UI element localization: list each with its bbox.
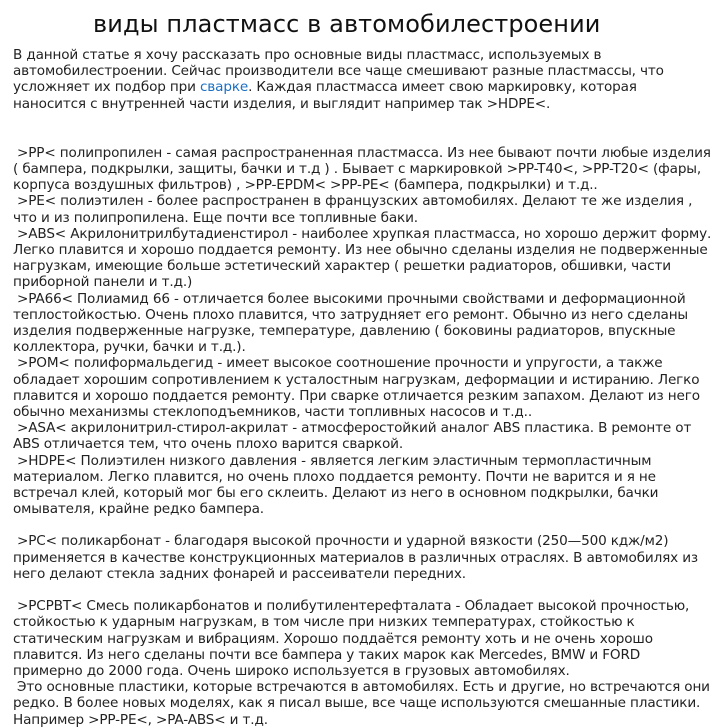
plastic-item-pe: >PE< полиэтилен - более распространен в французских автомобилях. Делают те же изделия , что и из полипропилена. Еще почти все топливные баки. — [13, 193, 693, 226]
welding-link[interactable]: сварке — [199, 79, 249, 96]
intro-paragraph — [13, 47, 713, 112]
plastic-item-pc: >PC< поликарбонат - благодаря высокой прочности и ударной вязкости (250—500 кдж/м2) применяется в качестве конструкционных материалов в различных отраслях. В автомобилях из него делают стекла задних фонарей и рассеиватели передних. — [13, 533, 699, 582]
article-title: виды пластмасс в автомобилестроении — [93, 10, 601, 38]
plastic-item-pcpbt: >PCPBT< Смесь поликарбонатов и полибутилентерефталата - Обладает высокой прочностью, стойкостью к ударным нагрузкам, в том числе при низких температурах, стойкостью к статическим нагрузкам и вибрациям. Хорошо поддаётся ремонту хоть и не очень хорошо плавится. Из него сделаны почти все бампера у таких марок как Mercedes, BMW и FORD примерно до 2000 года. Очень широко используется в грузовых автомобилях. — [13, 598, 690, 679]
conclusion-paragraph: Это основные пластики, которые встречаются в автомобилях. Есть и другие, но встречаются они редко. В более новых моделях, как я писал выше, все чаще используются смешанные пластики. Например >PP-PE<, >PA-ABS< и т.д. — [13, 679, 710, 728]
plastic-item-abs: >ABS< Акрилонитрилбутадиенстирол - наиболее хрупкая пластмасса, но хорошо держит форму. Легко плавится и хорошо поддается ремонту. Из нее обычно сделаны изделия не подверженные нагрузкам, имеющие больше эстетический характер ( решетки радиаторов, обшивки, части приборной панели и т.д.) — [13, 225, 712, 291]
intro-text-before-link: В данной статье я хочу рассказать про основные виды пластмасс, используемых в автомобилестроении. Сейчас производители все чаще смешивают разные пластмассы, что усложняет их подбор при — [13, 47, 664, 96]
plastic-item-pa66: >PA66< Полиамид 66 - отличается более высокими прочными свойствами и деформационной теплостойкостью. Очень плохо плавится, что затрудняет его ремонт. Обычно из него сделаны изделия подверженные нагрузке, температуре, давлению ( боковины радиаторов, впускные коллектора, ручки, бачки и т.д.). — [13, 290, 689, 356]
plastic-item-asa: >ASA< акрилонитрил-стирол-акрилат - атмосферостойкий аналог ABS пластика. В ремонте от ABS отличается тем, что очень плохо варится сваркой. — [13, 420, 692, 453]
intro-text-after-link: . Каждая пластмасса имеет свою маркировку, которая наносится с внутренней части изделия, и выглядит например так >HDPE<. — [13, 79, 637, 112]
plastic-item-hdpe: >HDPE< Полиэтилен низкого давления - является легким эластичным термопластичным материалом. Легко плавится, но очень плохо поддается ремонту. Почти не варится и я не встречал клей, который мог бы его склеить. Делают из него в основном подкрылки, бачки омывателя, крайне редко бампера. — [13, 452, 659, 518]
plastic-item-pp: >PP< полипропилен - самая распространенная пластмасса. Из нее бывают почти любые изделия ( бампера, подкрылки, защиты, бачки и т.д ) . Бывает с маркировкой >PP-T40<, >PP-T20< (фары, корпуса воздушных фильтров) , >PP-EPDM< >PP-PE< (бампера, подкрылки) и т.д.. — [13, 144, 711, 194]
plastic-item-pom: >POM< полиформальдегид - имеет высокое соотношение прочности и упругости, а также обладает хорошим сопротивлением к усталостным нагрузкам, деформации и истиранию. Легко плавится и хорошо поддается ремонту. При сварке отличается резким запахом. Делают из него обычно механизмы стеклоподъемников, части топливных насосов и т.д.. — [13, 355, 700, 421]
